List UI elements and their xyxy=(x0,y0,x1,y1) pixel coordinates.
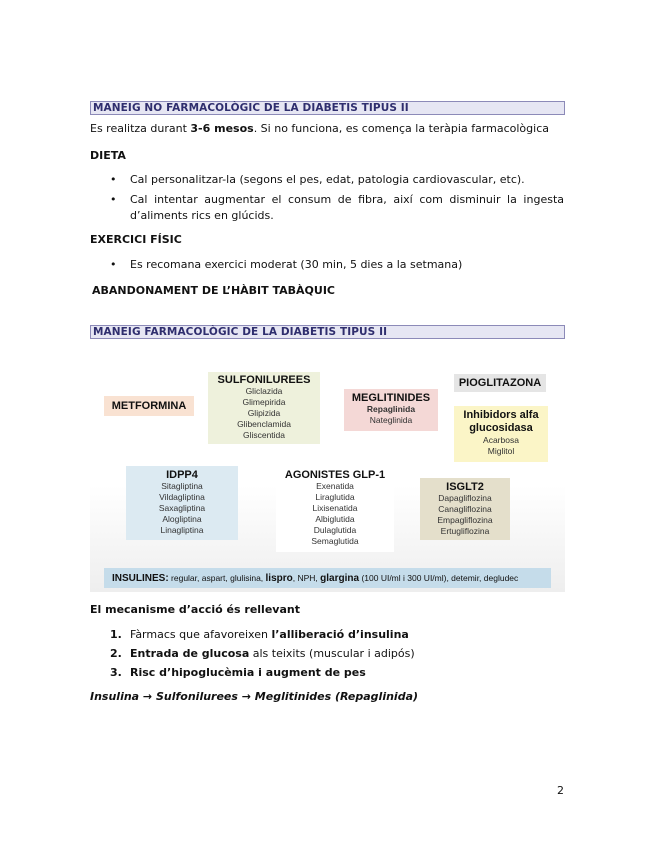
item-text-bold: Entrada de glucosa xyxy=(130,647,250,660)
intro-text-post: . Si no funciona, es comença la teràpia farmacològica xyxy=(253,122,549,135)
drug-name: Repaglinida xyxy=(366,404,416,414)
insulines-text: , NPH, xyxy=(292,573,321,583)
bullet-icon: • xyxy=(110,258,117,271)
intro-text-bold: 3-6 mesos xyxy=(190,122,254,135)
drug-name: Albiglutida xyxy=(315,514,355,524)
drug-name: Linagliptina xyxy=(160,525,204,535)
exercici-item-1: Es recomana exercici moderat (30 min, 5 dies a la setmana) xyxy=(130,258,463,271)
drug-name: Lixisenatida xyxy=(312,503,358,513)
drug-name: Nateglinida xyxy=(369,415,413,425)
bullet-icon: • xyxy=(110,193,117,206)
alfa-glucosidasa-title: Inhibidors alfa glucosidasa xyxy=(463,409,539,434)
drug-name: Vildagliptina xyxy=(159,492,205,502)
drug-name: Glipizida xyxy=(247,408,281,418)
meglitinides-title: MEGLITINIDES xyxy=(351,392,431,404)
dieta-title: DIETA xyxy=(90,149,126,162)
alfa-glucosidasa-box xyxy=(454,406,548,462)
mecanisme-title: El mecanisme d’acció és rellevant xyxy=(90,603,300,616)
sulfonilurees-box xyxy=(208,372,320,444)
insulines-text: (100 UI/ml i 300 UI/ml), detemir, degludec xyxy=(359,573,519,583)
drug-name: Empagliflozina xyxy=(437,515,493,525)
pioglitazona-title: PIOGLITAZONA xyxy=(458,377,542,389)
drug-name: Ertugliflozina xyxy=(440,526,490,536)
meglitinides-box xyxy=(344,389,438,431)
item-text: als teixits (muscular i adipós) xyxy=(249,647,415,660)
drugs-figure xyxy=(90,356,565,592)
drug-name: Exenatida xyxy=(316,481,354,491)
dieta-item-2: Cal intentar augmentar el consum de fibra, així com disminuir la ingesta d’aliments rics en glúcids. xyxy=(130,193,564,222)
drug-name: Glibenclamida xyxy=(237,419,291,429)
drug-name: Dapagliflozina xyxy=(438,493,492,503)
mecanisme-item-3 xyxy=(130,666,366,679)
insulines-bold: lispro xyxy=(265,573,293,584)
drug-name: Gliscentida xyxy=(242,430,286,440)
idpp4-title: IDPP4 xyxy=(166,469,198,481)
item-text-bold: l’alliberació d’insulina xyxy=(271,628,409,641)
sulfonilurees-title: SULFONILUREES xyxy=(217,374,311,386)
dieta-item-1: Cal personalitzar-la (segons el pes, edat, patologia cardiovascular, etc). xyxy=(130,173,525,186)
glp1-box xyxy=(276,466,394,552)
drug-name: Alogliptina xyxy=(162,514,202,524)
idpp4-box xyxy=(126,466,238,540)
insulines-bold: glargina xyxy=(320,573,360,584)
isglt2-box xyxy=(420,478,510,540)
insulines-text: regular, aspart, glulisina, xyxy=(168,573,266,583)
drug-name: Liraglutida xyxy=(315,492,355,502)
section-header-no-farmacologic: MANEIG NO FARMACOLÒGIC DE LA DIABETIS TIPUS II xyxy=(90,101,565,115)
drug-name: Gliclazida xyxy=(245,386,283,396)
drug-name: Glimepirida xyxy=(242,397,286,407)
list-number: 1. xyxy=(110,628,122,641)
page-number: 2 xyxy=(557,784,564,797)
intro-paragraph xyxy=(90,122,549,136)
metformina-title: METFORMINA xyxy=(111,400,187,412)
section-header-farmacologic: MANEIG FARMACOLÒGIC DE LA DIABETIS TIPUS II xyxy=(90,325,565,339)
insulines-bar xyxy=(104,568,551,588)
sequence-line: Insulina → Sulfonilurees → Meglitinides (Repaglinida) xyxy=(90,690,419,703)
mecanisme-item-1 xyxy=(130,628,409,641)
bullet-icon: • xyxy=(110,173,117,186)
drug-name: Acarbosa xyxy=(483,435,519,445)
drug-name: Canagliflozina xyxy=(438,504,492,514)
drug-name: Saxagliptina xyxy=(158,503,206,513)
glp1-title: AGONISTES GLP-1 xyxy=(284,469,386,481)
drug-name: Miglitol xyxy=(487,446,515,456)
exercici-title: EXERCICI FÍSIC xyxy=(90,233,182,246)
pioglitazona-box xyxy=(454,374,546,392)
insulines-label: INSULINES: xyxy=(112,573,169,584)
drug-name: Dulaglutida xyxy=(313,525,357,535)
list-number: 3. xyxy=(110,666,122,679)
intro-text-pre: Es realitza durant xyxy=(90,122,191,135)
isglt2-title: ISGLT2 xyxy=(446,481,484,493)
item-text-bold: Risc d’hipoglucèmia i augment de pes xyxy=(130,666,366,679)
mecanisme-item-2 xyxy=(130,647,415,660)
metformina-box xyxy=(104,396,194,416)
item-text: Fàrmacs que afavoreixen xyxy=(130,628,272,641)
list-number: 2. xyxy=(110,647,122,660)
drug-name: Semaglutida xyxy=(311,536,359,546)
tabac-title: ABANDONAMENT DE L’HÀBIT TABÀQUIC xyxy=(92,284,335,297)
drug-name: Sitagliptina xyxy=(161,481,203,491)
